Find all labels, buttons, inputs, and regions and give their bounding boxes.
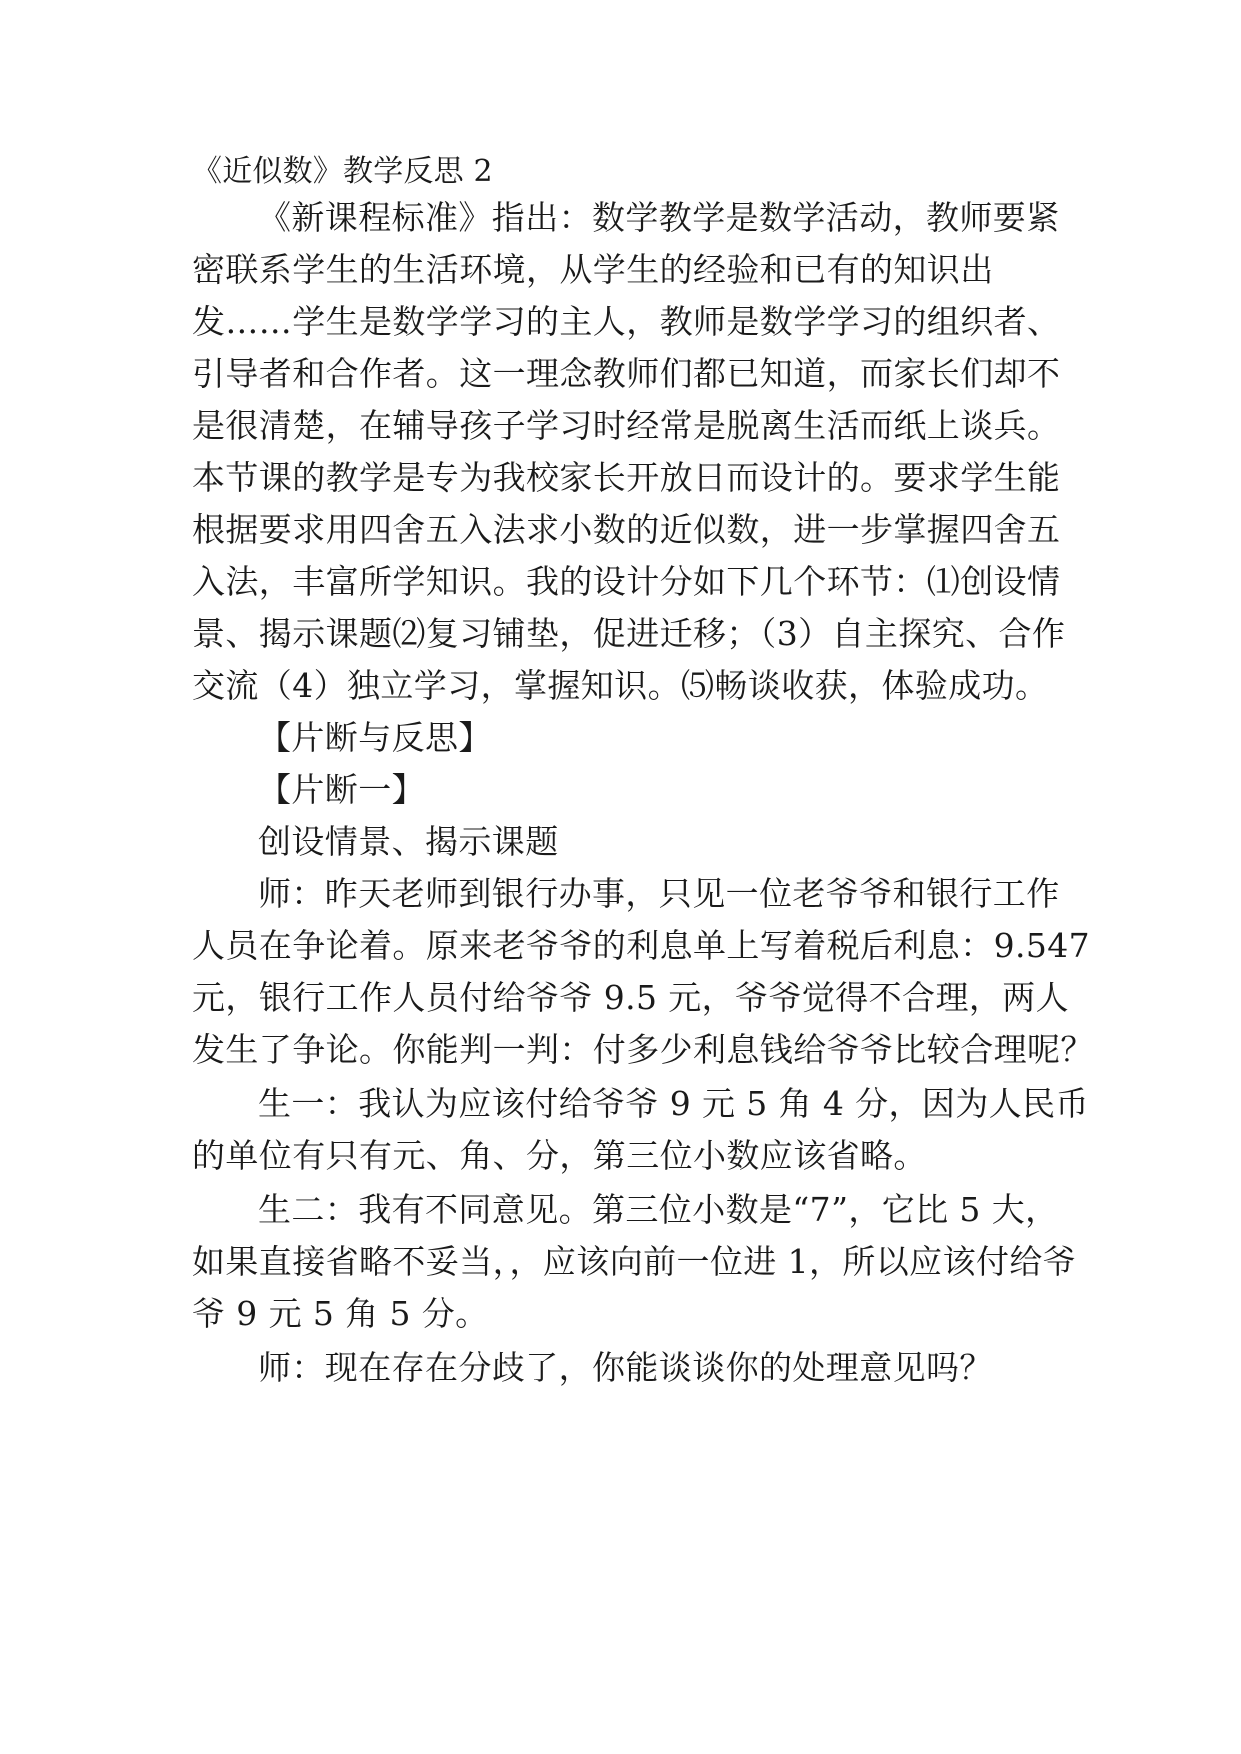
paragraph-line: 师：昨天老师到银行办事，只见一位老爷爷和银行工作 — [258, 874, 1060, 913]
document-title: 《近似数》教学反思 2 — [192, 154, 493, 189]
paragraph-line: 如果直接省略不妥当，，应该向前一位进 1，所以应该付给爷 — [192, 1242, 1077, 1281]
paragraph-line: 《新课程标准》指出：数学教学是数学活动，教师要紧 — [258, 198, 1060, 237]
paragraph-line: 的单位有只有元、角、分，第三位小数应该省略。 — [192, 1136, 927, 1175]
paragraph-line: 发生了争论。你能判一判：付多少利息钱给爷爷比较合理呢？ — [192, 1030, 1094, 1069]
paragraph-line: 引导者和合作者。这一理念教师们都已知道，而家长们却不 — [192, 354, 1061, 393]
paragraph-line: 爷 9 元 5 角 5 分。 — [192, 1294, 489, 1333]
paragraph-line: 密联系学生的生活环境，从学生的经验和已有的知识出 — [192, 250, 994, 289]
paragraph-line: 入法，丰富所学知识。我的设计分如下几个环节：⑴创设情 — [192, 562, 1061, 601]
paragraph-line: 景、揭示课题⑵复习铺垫，促进迁移；（3）自主探究、合作 — [192, 614, 1066, 653]
paragraph-line: 生二：我有不同意见。第三位小数是“7”，它比 5 大， — [258, 1190, 1059, 1229]
paragraph-line: 元，银行工作人员付给爷爷 9.5 元，爷爷觉得不合理，两人 — [192, 978, 1070, 1017]
paragraph-line: 发……学生是数学学习的主人，教师是数学学习的组织者、 — [192, 302, 1061, 341]
paragraph-line: 交流（4）独立学习，掌握知识。⑸畅谈收获，体验成功。 — [192, 666, 1049, 705]
paragraph-line: 生一：我认为应该付给爷爷 9 元 5 角 4 分，因为人民币 — [258, 1084, 1089, 1123]
paragraph-line: 本节课的教学是专为我校家长开放日而设计的。要求学生能 — [192, 458, 1061, 497]
section-heading: 【片断与反思】 — [258, 718, 492, 757]
paragraph-line: 师：现在存在分歧了，你能谈谈你的处理意见吗？ — [258, 1348, 993, 1387]
section-heading: 【片断一】 — [258, 770, 425, 809]
paragraph-line: 人员在争论着。原来老爷爷的利息单上写着税后利息：9.547 — [192, 926, 1091, 965]
paragraph-line: 根据要求用四舍五入法求小数的近似数，进一步掌握四舍五 — [192, 510, 1061, 549]
subsection-heading: 创设情景、揭示课题 — [258, 822, 559, 861]
paragraph-line: 是很清楚，在辅导孩子学习时经常是脱离生活而纸上谈兵。 — [192, 406, 1061, 445]
